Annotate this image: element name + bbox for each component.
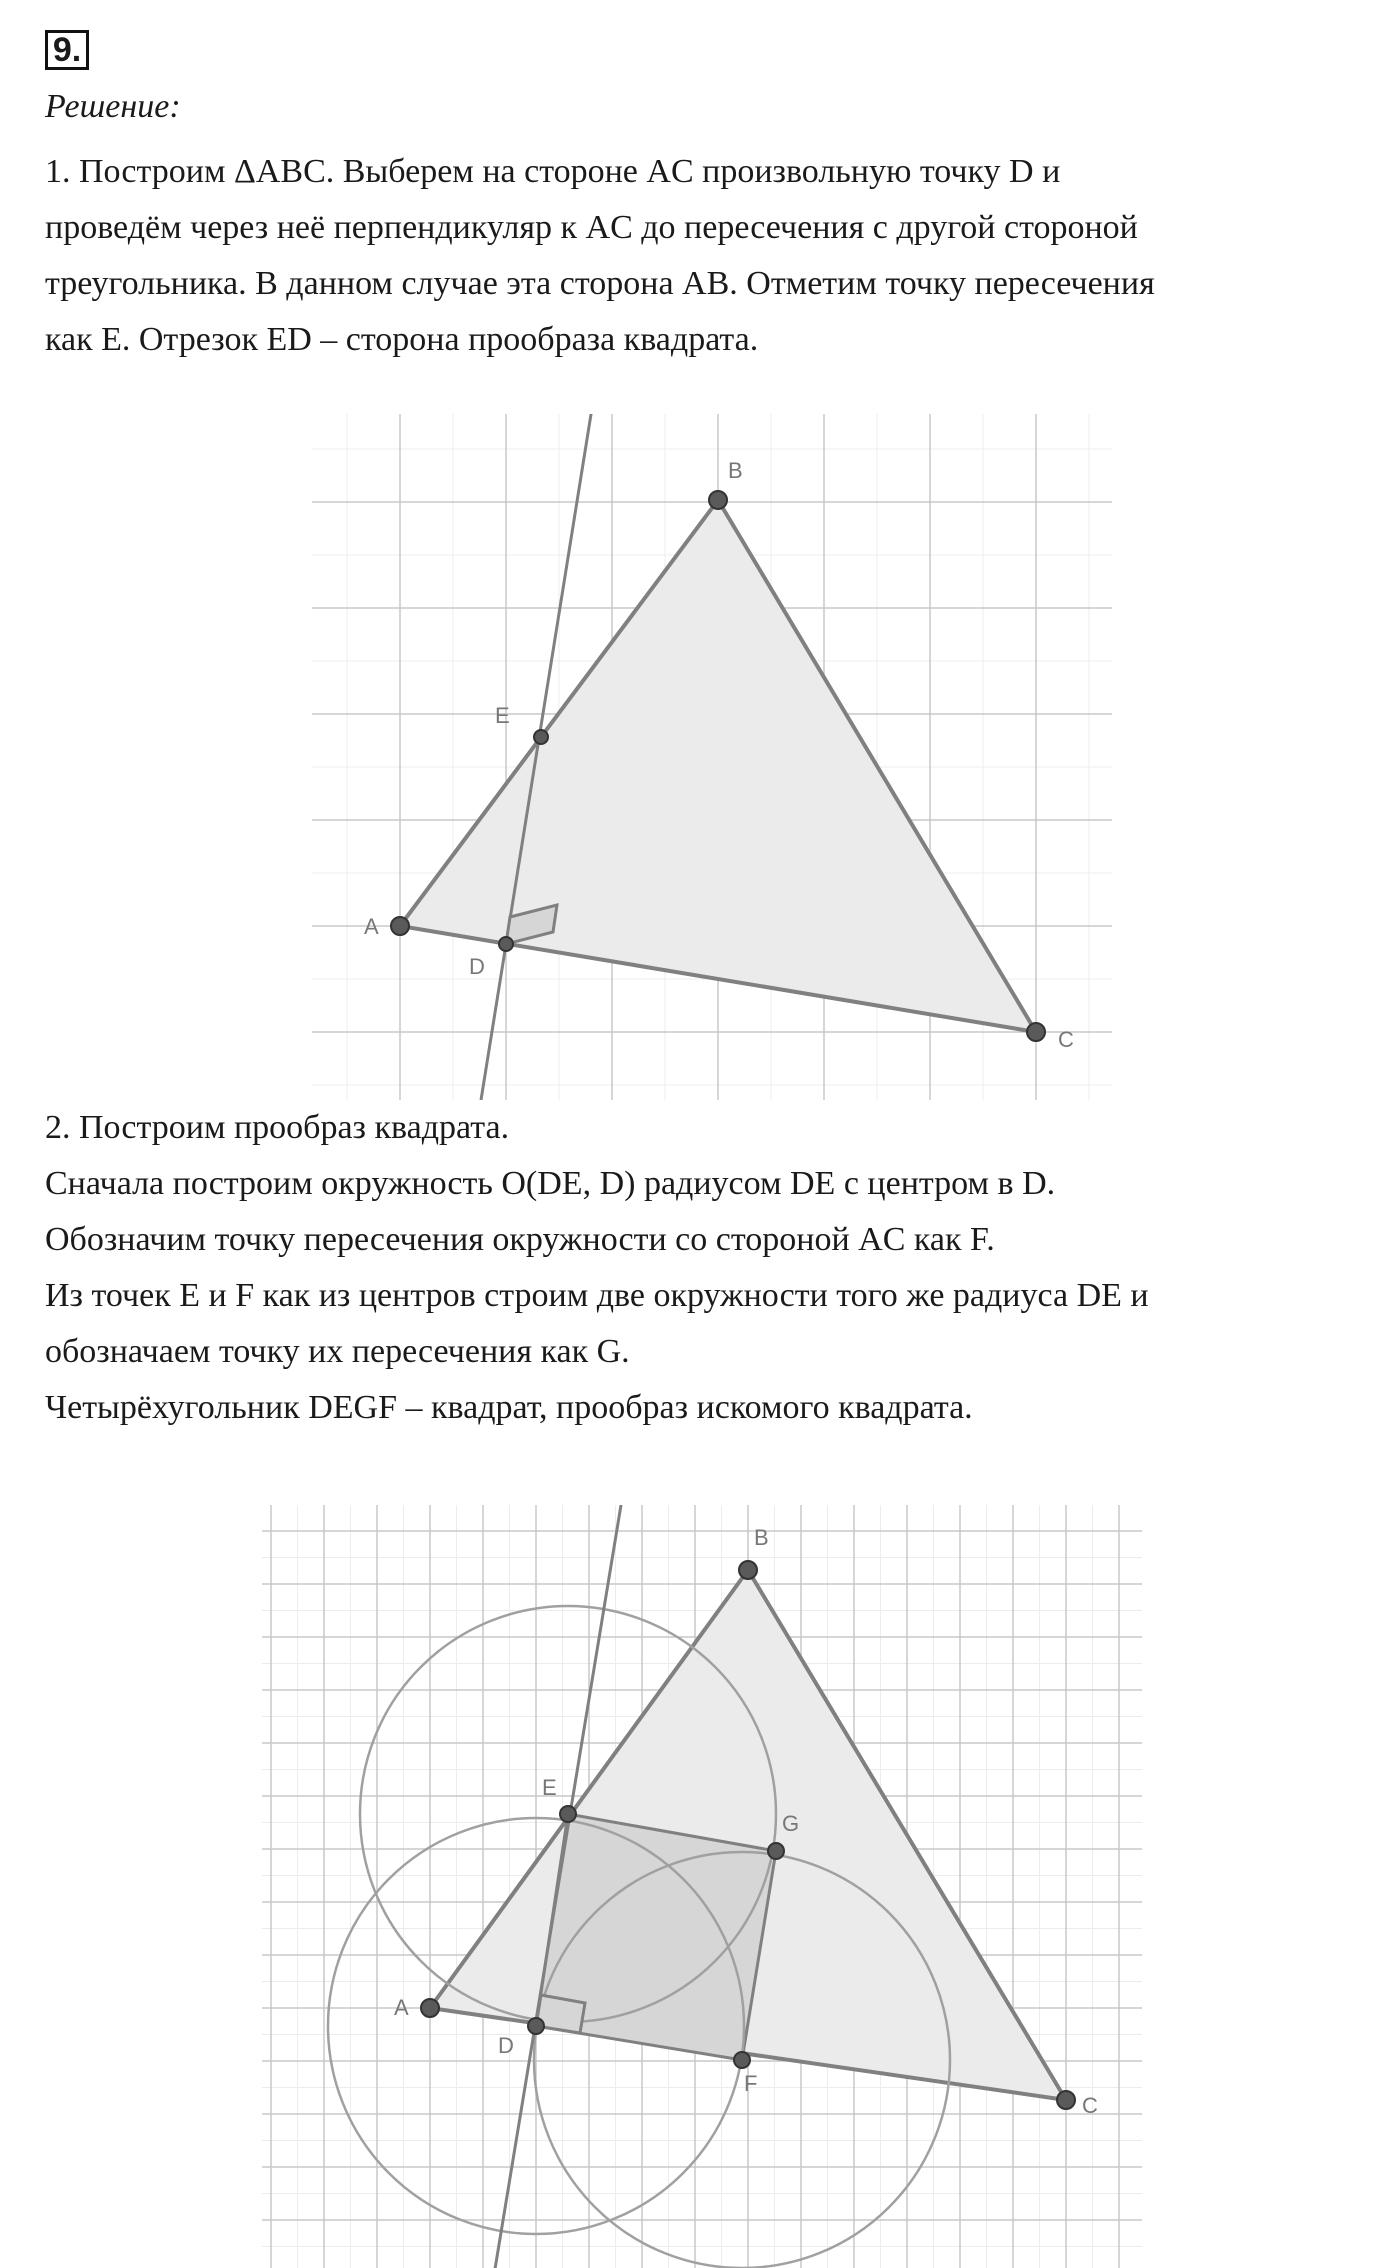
point-f bbox=[734, 2052, 750, 2068]
step1-paragraph bbox=[45, 144, 1155, 368]
text-line: 2. Построим прообраз квадрата. bbox=[45, 1109, 510, 1146]
point-a bbox=[391, 917, 409, 935]
point-c bbox=[1057, 2091, 1075, 2109]
label-d: D bbox=[469, 954, 485, 979]
text-line: Из точек E и F как из центров строим две окружности того же радиуса DE и bbox=[45, 1277, 1149, 1314]
text-line: проведём через неё перпендикуляр к AC до пересечения с другой стороной bbox=[45, 209, 1138, 246]
label-d: D bbox=[498, 2033, 514, 2058]
figure-1-construction bbox=[312, 414, 1112, 1100]
label-c: C bbox=[1058, 1027, 1074, 1052]
point-b bbox=[709, 491, 727, 509]
text-line: обозначаем точку их пересечения как G. bbox=[45, 1333, 630, 1370]
task-number: 9. bbox=[45, 30, 89, 70]
text-line: Сначала построим окружность O(DE, D) радиусом DE с центром в D. bbox=[45, 1165, 1056, 1202]
point-d bbox=[528, 2018, 544, 2034]
text-line: 1. Построим ΔABC. Выберем на стороне AC произвольную точку D и bbox=[45, 153, 1061, 190]
text-line: как E. Отрезок ED – сторона прообраза квадрата. bbox=[45, 321, 759, 358]
point-c bbox=[1027, 1023, 1045, 1041]
text-line: Обозначим точку пересечения окружности со стороной AC как F. bbox=[45, 1221, 995, 1258]
triangle-abc bbox=[400, 500, 1036, 1032]
point-d bbox=[499, 937, 513, 951]
point-e bbox=[560, 1806, 576, 1822]
label-a: A bbox=[394, 1995, 409, 2020]
label-e: E bbox=[495, 703, 510, 728]
point-a bbox=[421, 1999, 439, 2017]
label-e: E bbox=[542, 1775, 557, 1800]
label-b: B bbox=[754, 1525, 769, 1550]
label-a: A bbox=[364, 914, 379, 939]
solution-heading: Решение: bbox=[45, 88, 181, 125]
label-b: B bbox=[728, 458, 743, 483]
text-line: Четырёхугольник DEGF – квадрат, прообраз искомого квадрата. bbox=[45, 1389, 973, 1426]
step2-paragraph bbox=[45, 1100, 1149, 1436]
label-g: G bbox=[782, 1811, 800, 1836]
point-b bbox=[739, 1561, 757, 1579]
label-c: C bbox=[1082, 2093, 1098, 2118]
text-line: треугольника. В данном случае эта сторона AB. Отметим точку пересечения bbox=[45, 265, 1155, 302]
figure-2-construction bbox=[262, 1505, 1142, 2268]
label-f: F bbox=[744, 2071, 758, 2096]
point-g bbox=[768, 1843, 784, 1859]
point-e bbox=[534, 730, 548, 744]
